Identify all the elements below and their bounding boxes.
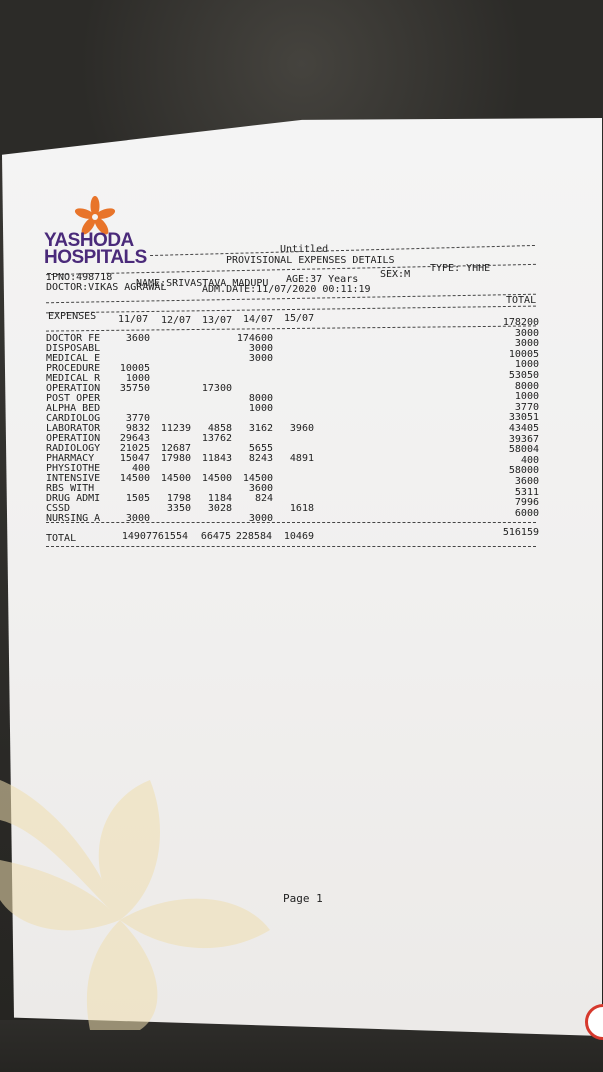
divider <box>46 546 536 547</box>
row-total-cell: 5311 <box>514 486 539 498</box>
row-total-cell: 53050 <box>508 370 539 381</box>
row-total-cell: 3000 <box>514 338 539 350</box>
expense-cell: 14500 <box>160 473 191 484</box>
expense-cell: 1798 <box>166 493 191 504</box>
expense-row-label: OPERATION <box>46 383 101 394</box>
row-total-cell: 43405 <box>508 423 539 434</box>
expense-row-label: NURSING A <box>46 513 101 524</box>
expense-cell: 824 <box>254 493 273 504</box>
expense-cell: 29643 <box>119 433 150 444</box>
expense-cell: 174600 <box>236 333 273 344</box>
divider <box>46 522 536 523</box>
expense-cell: 3000 <box>248 343 273 354</box>
expense-row-label: CARDIOLOG <box>46 413 101 424</box>
expense-cell: 11239 <box>160 423 191 434</box>
row-total-cell: 8000 <box>514 380 539 392</box>
expense-row-label: LABORATOR <box>46 423 101 434</box>
logo-line-2: HOSPITALS <box>44 247 147 268</box>
expense-row-label: DISPOSABL <box>46 343 101 354</box>
expense-cell: 1184 <box>207 493 232 504</box>
expense-cell: 15047 <box>119 453 150 464</box>
flower-watermark-icon <box>0 760 280 1030</box>
expense-row-label: DOCTOR FE <box>46 333 101 344</box>
total-11-07: 149077 <box>121 531 158 542</box>
expense-cell: 11843 <box>201 453 232 464</box>
expense-cell: 35750 <box>119 383 150 394</box>
expense-cell: 10005 <box>119 363 150 374</box>
expense-cell: 3600 <box>248 483 273 494</box>
expense-cell: 1000 <box>125 373 150 384</box>
expense-cell: 3770 <box>125 413 150 424</box>
row-total-cell: 58000 <box>508 465 539 477</box>
expense-cell: 8000 <box>248 393 273 404</box>
page-number: Page 1 <box>283 892 323 905</box>
row-total-cell: 1000 <box>514 359 539 371</box>
row-total-cell: 178200 <box>502 317 539 328</box>
admission-date: ADM.DATE:11/07/2020 00:11:19 <box>202 284 371 295</box>
expense-cell: 21025 <box>119 443 150 454</box>
date-header-5: 15/07 <box>284 313 315 324</box>
expense-row-label: PHYSIOTHE <box>46 463 101 474</box>
expense-cell: 400 <box>131 463 150 474</box>
hospital-logo-text <box>44 232 147 266</box>
ip-number: IPNO:498718 <box>46 272 113 283</box>
row-total-cell: 3600 <box>514 476 539 487</box>
patient-name: NAME:SRIVASTAVA MADUPU <box>136 278 269 289</box>
expense-cell: 17980 <box>160 453 191 464</box>
expense-row-label: MEDICAL E <box>46 353 101 364</box>
expense-row-label: ALPHA BED <box>46 403 101 414</box>
expense-cell: 14500 <box>119 473 150 484</box>
row-total-cell: 3000 <box>514 327 539 339</box>
report-title: PROVISIONAL EXPENSES DETAILS <box>226 255 395 266</box>
expense-cell: 1505 <box>125 493 150 504</box>
totals-row-label: TOTAL <box>46 533 77 544</box>
patient-age: AGE:37 Years <box>286 274 359 285</box>
untitled-label: Untitled <box>280 244 329 255</box>
expense-cell: 3960 <box>289 423 314 434</box>
expense-cell: 4858 <box>207 423 232 434</box>
expense-row-label: MEDICAL R <box>46 373 101 384</box>
expense-cell: 17300 <box>201 383 232 394</box>
date-header-2: 12/07 <box>161 315 192 326</box>
row-total-cell: 10005 <box>508 348 539 360</box>
patient-type: TYPE: YHHE <box>430 263 491 274</box>
expenses-column-header: EXPENSES <box>48 311 97 322</box>
expense-row-label: OPERATION <box>46 433 101 444</box>
row-total-cell: 39367 <box>508 433 539 445</box>
expense-cell: 13762 <box>201 433 232 444</box>
total-12-07: 61554 <box>157 531 188 542</box>
expense-cell: 3350 <box>166 503 191 514</box>
expense-cell: 3028 <box>207 503 232 514</box>
grand-total-value: 516159 <box>502 527 539 538</box>
total-15-07: 10469 <box>283 531 314 542</box>
date-header-4: 14/07 <box>243 314 274 325</box>
expense-cell: 3000 <box>125 513 150 524</box>
expense-cell: 14500 <box>201 473 232 484</box>
total-14-07: 228584 <box>235 531 272 542</box>
expense-cell: 1618 <box>289 503 314 514</box>
total-13-07: 66475 <box>200 531 231 542</box>
row-total-cell: 1000 <box>514 391 539 403</box>
expense-cell: 12687 <box>160 443 191 454</box>
row-total-cell: 3770 <box>514 401 539 413</box>
expense-cell: 3000 <box>248 513 273 524</box>
expense-cell: 3162 <box>248 423 273 434</box>
row-total-cell: 58004 <box>508 444 539 456</box>
logo-line-1: YASHODA <box>44 230 134 251</box>
expense-row-label: PROCEDURE <box>46 363 101 374</box>
expense-row-label: RADIOLOGY <box>46 443 101 454</box>
expense-cell: 4891 <box>289 453 314 464</box>
expense-row-label: RBS WITH <box>46 483 95 494</box>
expense-cell: 14500 <box>242 473 273 484</box>
expense-row-label: INTENSIVE <box>46 473 101 484</box>
row-total-cell: 33051 <box>508 412 539 424</box>
doctor-name: DOCTOR:VIKAS AGRAWAL <box>46 282 167 293</box>
expense-row-label: POST OPER <box>46 393 101 404</box>
expense-row-label: PHARMACY <box>46 453 95 464</box>
row-total-cell: 7996 <box>514 497 539 509</box>
row-total-cell: 6000 <box>514 507 539 519</box>
expense-cell: 5655 <box>248 443 273 454</box>
expense-row-label: CSSD <box>46 503 71 514</box>
expense-cell: 9832 <box>125 423 150 434</box>
row-total-cell: 400 <box>520 454 539 466</box>
expense-row-label: DRUG ADMI <box>46 493 101 504</box>
patient-sex: SEX:M <box>380 269 411 280</box>
date-header-3: 13/07 <box>202 315 233 326</box>
expense-cell: 3000 <box>248 353 273 364</box>
date-header-1: 11/07 <box>118 314 149 325</box>
expense-cell: 8243 <box>248 453 273 464</box>
expense-cell: 1000 <box>248 403 273 414</box>
expense-cell: 3600 <box>125 333 150 344</box>
total-column-header: TOTAL <box>506 295 537 306</box>
